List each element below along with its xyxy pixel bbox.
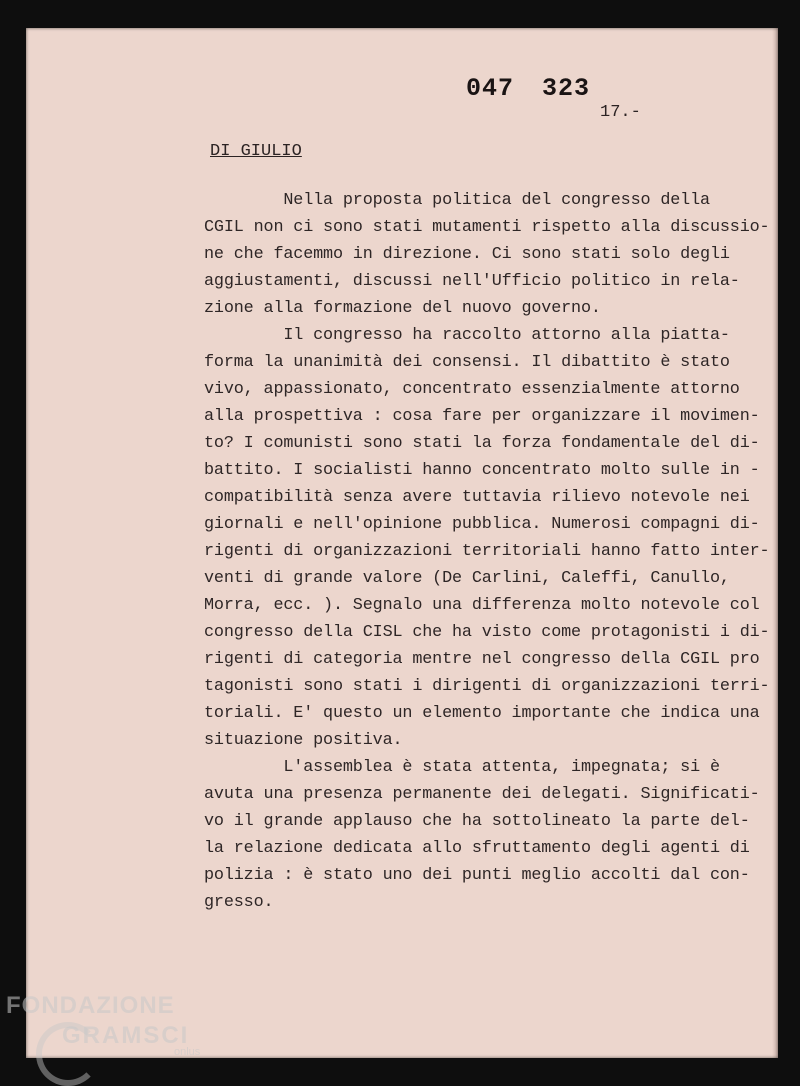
watermark-line2: GRAMSCI	[62, 1022, 190, 1049]
text-line: L'assemblea è stata attenta, impegnata; si è	[204, 758, 720, 777]
watermark-sub: onlus	[174, 1046, 201, 1058]
text-line: polizia : è stato uno dei punti meglio accolti dal con-	[204, 866, 750, 885]
text-line: Morra, ecc. ). Segnalo una differenza molto notevole col	[204, 596, 760, 615]
speaker-heading: DI GIULIO	[210, 142, 302, 161]
body-text	[204, 187, 770, 916]
text-line: tagonisti sono stati i dirigenti di organizzazioni terri-	[204, 677, 770, 696]
text-line: ne che facemmo in direzione. Ci sono stati solo degli	[204, 245, 730, 264]
text-line: vo il grande applauso che ha sottolineato la parte del-	[204, 812, 750, 831]
text-line: compatibilità senza avere tuttavia rilievo notevole nei	[204, 488, 750, 507]
text-line: congresso della CISL che ha visto come protagonisti i di-	[204, 623, 770, 642]
text-line: Il congresso ha raccolto attorno alla piatta-	[204, 326, 730, 345]
fondazione-gramsci-watermark	[6, 992, 200, 1058]
text-line: giornali e nell'opinione pubblica. Numerosi compagni di-	[204, 515, 760, 534]
text-line: situazione positiva.	[204, 731, 403, 750]
text-line: zione alla formazione del nuovo governo.	[204, 299, 601, 318]
text-line: avuta una presenza permanente dei delegati. Significati-	[204, 785, 760, 804]
text-line: vivo, appassionato, concentrato essenzialmente attorno	[204, 380, 740, 399]
watermark-line1: FONDAZIONE	[6, 992, 175, 1019]
text-line: la relazione dedicata allo sfruttamento degli agenti di	[204, 839, 750, 858]
text-line: forma la unanimità dei consensi. Il dibattito è stato	[204, 353, 730, 372]
archive-number: 047 323	[466, 74, 591, 103]
text-line: to? I comunisti sono stati la forza fondamentale del di-	[204, 434, 760, 453]
text-line: Nella proposta politica del congresso della	[204, 191, 710, 210]
text-line: aggiustamenti, discussi nell'Ufficio politico in rela-	[204, 272, 740, 291]
text-line: rigenti di organizzazioni territoriali hanno fatto inter-	[204, 542, 770, 561]
text-line: venti di grande valore (De Carlini, Caleffi, Canullo,	[204, 569, 730, 588]
watermark-ring-icon	[36, 1022, 100, 1086]
text-line: toriali. E' questo un elemento importante che indica una	[204, 704, 760, 723]
text-line: battito. I socialisti hanno concentrato molto sulle in -	[204, 461, 760, 480]
text-line: alla prospettiva : cosa fare per organizzare il movimen-	[204, 407, 760, 426]
page-number: 17.-	[600, 103, 641, 122]
text-line: CGIL non ci sono stati mutamenti rispetto alla discussio-	[204, 218, 770, 237]
text-line: rigenti di categoria mentre nel congresso della CGIL pro	[204, 650, 760, 669]
text-line: gresso.	[204, 893, 274, 912]
